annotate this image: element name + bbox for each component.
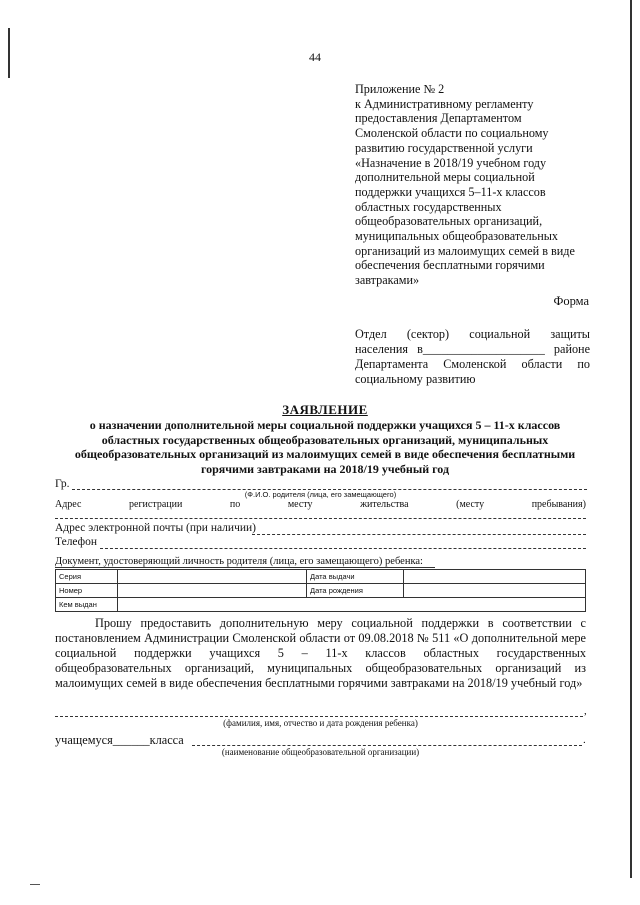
appendix-line: общеобразовательных организаций, bbox=[355, 214, 543, 229]
scan-edge-mark-right bbox=[630, 0, 632, 878]
department-line: населения в____________________ районе bbox=[355, 342, 590, 356]
appendix-line: Смоленской области по социальному bbox=[355, 126, 549, 141]
citizen-prefix: Гр. bbox=[55, 478, 70, 490]
school-caption: (наименование общеобразовательной организации) bbox=[221, 747, 420, 757]
child-caption: (фамилия, имя, отчество и дата рождения ребенка) bbox=[223, 718, 418, 728]
address-label-row bbox=[55, 499, 586, 510]
child-line-comma: , bbox=[584, 705, 587, 717]
subtitle-line: общеобразовательных организаций из малоимущих семей в виде обеспечения бесплатными bbox=[74, 447, 576, 461]
subtitle-line: горячими завтраками на 2018/19 учебный год bbox=[200, 461, 450, 476]
identity-document-table bbox=[55, 569, 586, 612]
birth-date-value[interactable] bbox=[404, 584, 586, 598]
address-word: Адрес bbox=[55, 499, 82, 510]
issue-date-value[interactable] bbox=[404, 570, 586, 584]
appendix-line: к Административному регламенту bbox=[355, 96, 534, 111]
appendix-line: дополнительной меры социальной bbox=[355, 170, 535, 185]
number-value[interactable] bbox=[118, 584, 307, 598]
subtitle-line: областных государственных общеобразовательных организаций, муниципальных bbox=[101, 432, 549, 447]
form-label: Форма bbox=[553, 294, 589, 308]
department-line: Департамента Смоленской области по bbox=[355, 357, 590, 371]
address-field[interactable] bbox=[55, 518, 586, 519]
appendix-header bbox=[355, 82, 575, 288]
phone-field[interactable] bbox=[100, 548, 586, 549]
appendix-line: поддержки учащихся 5–11-х классов bbox=[355, 184, 546, 199]
series-label: Серия bbox=[56, 570, 118, 584]
department-line: социальному развитию bbox=[355, 372, 476, 386]
scan-edge-mark-bottom bbox=[30, 884, 40, 885]
student-class-prefix: учащемуся______класса bbox=[55, 733, 184, 747]
issue-date-label: Дата выдачи bbox=[307, 570, 404, 584]
document-label: Документ, удостоверяющий личность родителя (лица, его замещающего) ребенка: bbox=[55, 556, 423, 567]
address-word: пребывания) bbox=[531, 499, 586, 510]
student-line-period: . bbox=[583, 734, 586, 746]
request-paragraph: Прошу предоставить дополнительную меру социальной поддержки в соответствии с постановлением Администрации Смоленской области от 09.08.2018 № 511 «О дополнительной мере социальной поддержки учащихся 5 – 11-х классов областных государственных общеобразовательных организаций, муниципальных общеобразовательных организаций из малоимущих семей в виде обеспечения бесплатными горячими завтраками на 2018/19 учебный год» bbox=[55, 616, 586, 690]
document-title: ЗАЯВЛЕНИЕ bbox=[282, 402, 368, 417]
appendix-line: Приложение № 2 bbox=[355, 82, 445, 96]
address-word: месту bbox=[287, 499, 313, 510]
department-line: Отдел (сектор) социальной защиты bbox=[355, 327, 590, 341]
subtitle-line: о назначении дополнительной меры социальной поддержки учащихся 5 – 11-х классов bbox=[89, 418, 561, 432]
table-row bbox=[56, 598, 586, 612]
appendix-line: организаций из малоимущих семей в виде bbox=[355, 243, 575, 258]
address-word: регистрации bbox=[129, 499, 183, 510]
issued-by-value[interactable] bbox=[118, 598, 586, 612]
appendix-line: развитию государственной услуги bbox=[355, 140, 533, 155]
phone-label: Телефон bbox=[55, 536, 98, 548]
department-address-block bbox=[355, 327, 590, 387]
address-word: по bbox=[229, 499, 241, 510]
child-info-field[interactable] bbox=[55, 716, 583, 717]
issued-by-label: Кем выдан bbox=[56, 598, 118, 612]
document-label-underline bbox=[55, 567, 435, 568]
appendix-line: предоставления Департаментом bbox=[355, 111, 522, 126]
address-word: (месту bbox=[456, 499, 485, 510]
appendix-line: обеспечения бесплатными горячими bbox=[355, 258, 545, 273]
page-number: 44 bbox=[309, 50, 321, 64]
table-row bbox=[56, 584, 586, 598]
birth-date-label: Дата рождения bbox=[307, 584, 404, 598]
table-row bbox=[56, 570, 586, 584]
appendix-line: завтраками» bbox=[355, 273, 420, 288]
address-word: жительства bbox=[360, 499, 409, 510]
email-field[interactable] bbox=[252, 534, 586, 535]
school-name-field[interactable] bbox=[192, 745, 582, 746]
appendix-line: областных государственных bbox=[355, 199, 502, 214]
email-label: Адрес электронной почты (при наличии) bbox=[55, 522, 256, 534]
appendix-line: «Назначение в 2018/19 учебном году bbox=[355, 155, 547, 170]
citizen-caption: (Ф.И.О. родителя (лица, его замещающего) bbox=[244, 490, 397, 499]
appendix-line: муниципальных общеобразовательных bbox=[355, 229, 559, 244]
document-subtitle bbox=[40, 418, 610, 476]
series-value[interactable] bbox=[118, 570, 307, 584]
number-label: Номер bbox=[56, 584, 118, 598]
scan-edge-mark-left bbox=[8, 28, 10, 78]
